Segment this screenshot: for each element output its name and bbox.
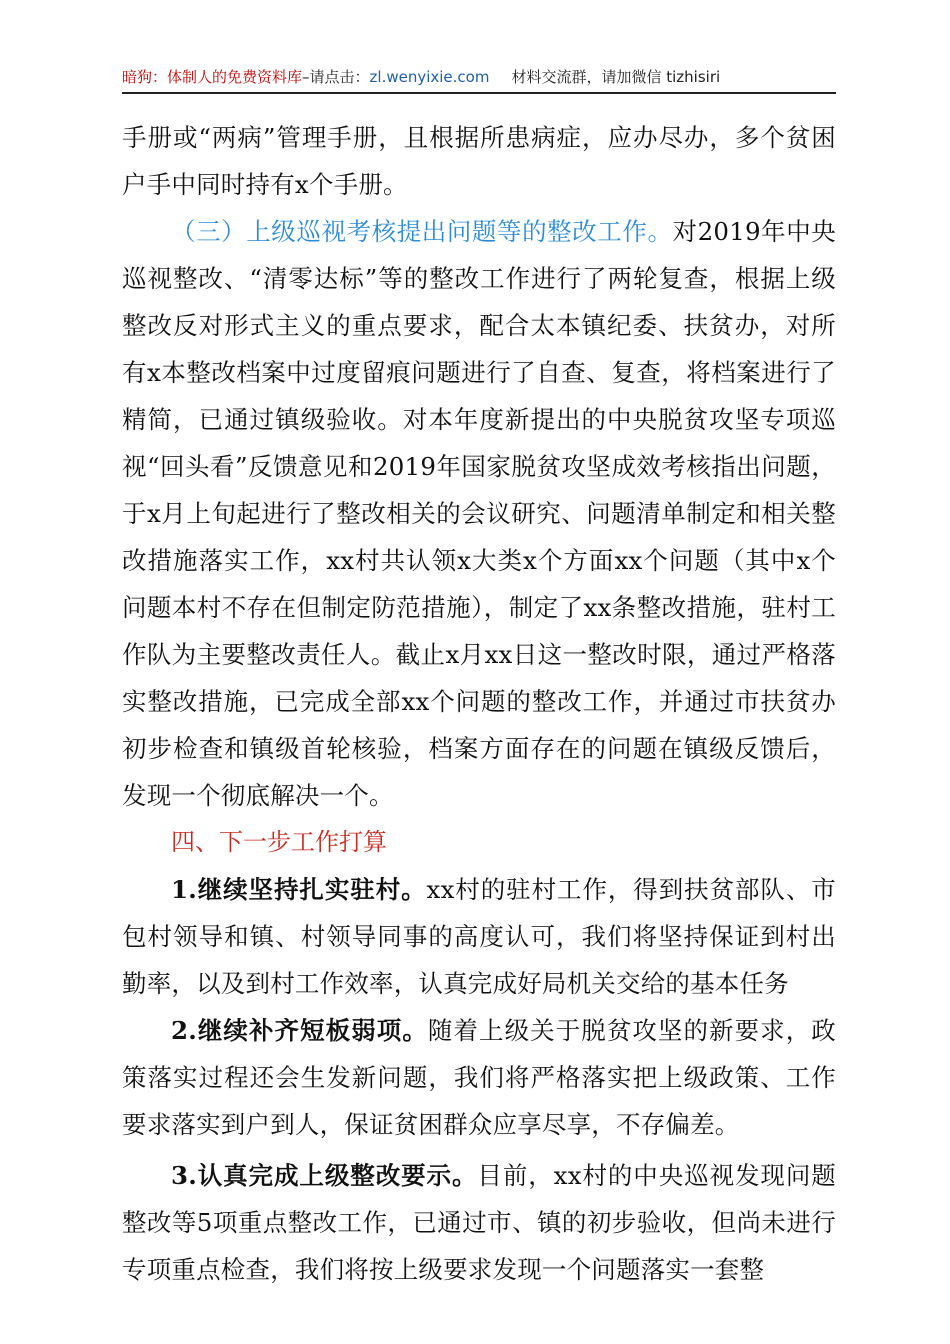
paragraph-continuation: 手册或“两病”管理手册，且根据所患病症，应办尽办，多个贫困户手中同时持有x个手册。 (122, 123, 836, 199)
header-brand: 暗狗：体制人的免费资料库 (122, 68, 303, 86)
plan-item-3-body: 目前，xx村的中央巡视发现问题整改等5项重点整改工作，已通过市、镇的初步验收，但尚未进行专项重点检查，我们将按上级要求发现一个问题落实一套整 (122, 1161, 836, 1284)
plan-item-3 (122, 1152, 836, 1293)
header-link-prefix: –请点击： (302, 68, 370, 86)
plan-item-2 (122, 1007, 836, 1148)
plan-item-1-title: 1.继续坚持扎实驻村。 (171, 875, 427, 904)
page-header (122, 62, 836, 94)
header-contact: 材料交流群，请加微信 tizhisiri (511, 68, 721, 86)
section-heading: 四、下一步工作打算 (171, 828, 387, 856)
header-link[interactable]: zl.wenyixie.com (369, 68, 490, 86)
plan-item-1 (122, 866, 836, 1007)
plan-item-2-body: 随着上级关于脱贫攻坚的新要求，政策落实过程还会生发新问题，我们将严格落实把上级政策、工作要求落实到户到人，保证贫困群众应享尽享，不存偏差。 (122, 1016, 836, 1139)
plan-item-2-title: 2.继续补齐短板弱项。 (171, 1016, 428, 1045)
subsection-heading: （三）上级巡视考核提出问题等的整改工作。 (171, 217, 673, 246)
subsection-body: 对2019年中央巡视整改、“清零达标”等的整改工作进行了两轮复查，根据上级整改反对形式主义的重点要求，配合太本镇纪委、扶贫办，对所有x本整改档案中过度留痕问题进行了自查、复查，将档案进行了精简，已通过镇级验收。对本年度新提出的中央脱贫攻坚专项巡视“回头看”反馈意见和2019年国家脱贫攻坚成效考核指出问题，于x月上旬起进行了整改相关的会议研究、问题清单制定和相关整改措施落实工作，xx村共认领x大类x个方面xx个问题（其中x个问题本村不存在但制定防范措施），制定了xx条整改措施，驻村工作队为主要整改责任人。截止x月xx日这一整改时限，通过严格落实整改措施，已完成全部xx个问题的整改工作，并通过市扶贫办初步检查和镇级首轮核验，档案方面存在的问题在镇级反馈后，发现一个彻底解决一个。 (122, 217, 837, 810)
document-body (122, 114, 836, 1293)
plan-item-3-title: 3.认真完成上级整改要示。 (171, 1161, 478, 1190)
paragraph-rectification (122, 208, 836, 819)
plan-item-1-body: xx村的驻村工作，得到扶贫部队、市包村领导和镇、村领导同事的高度认可，我们将坚持保证到村出勤率，以及到村工作效率，认真完成好局机关交给的基本任务 (122, 875, 836, 998)
